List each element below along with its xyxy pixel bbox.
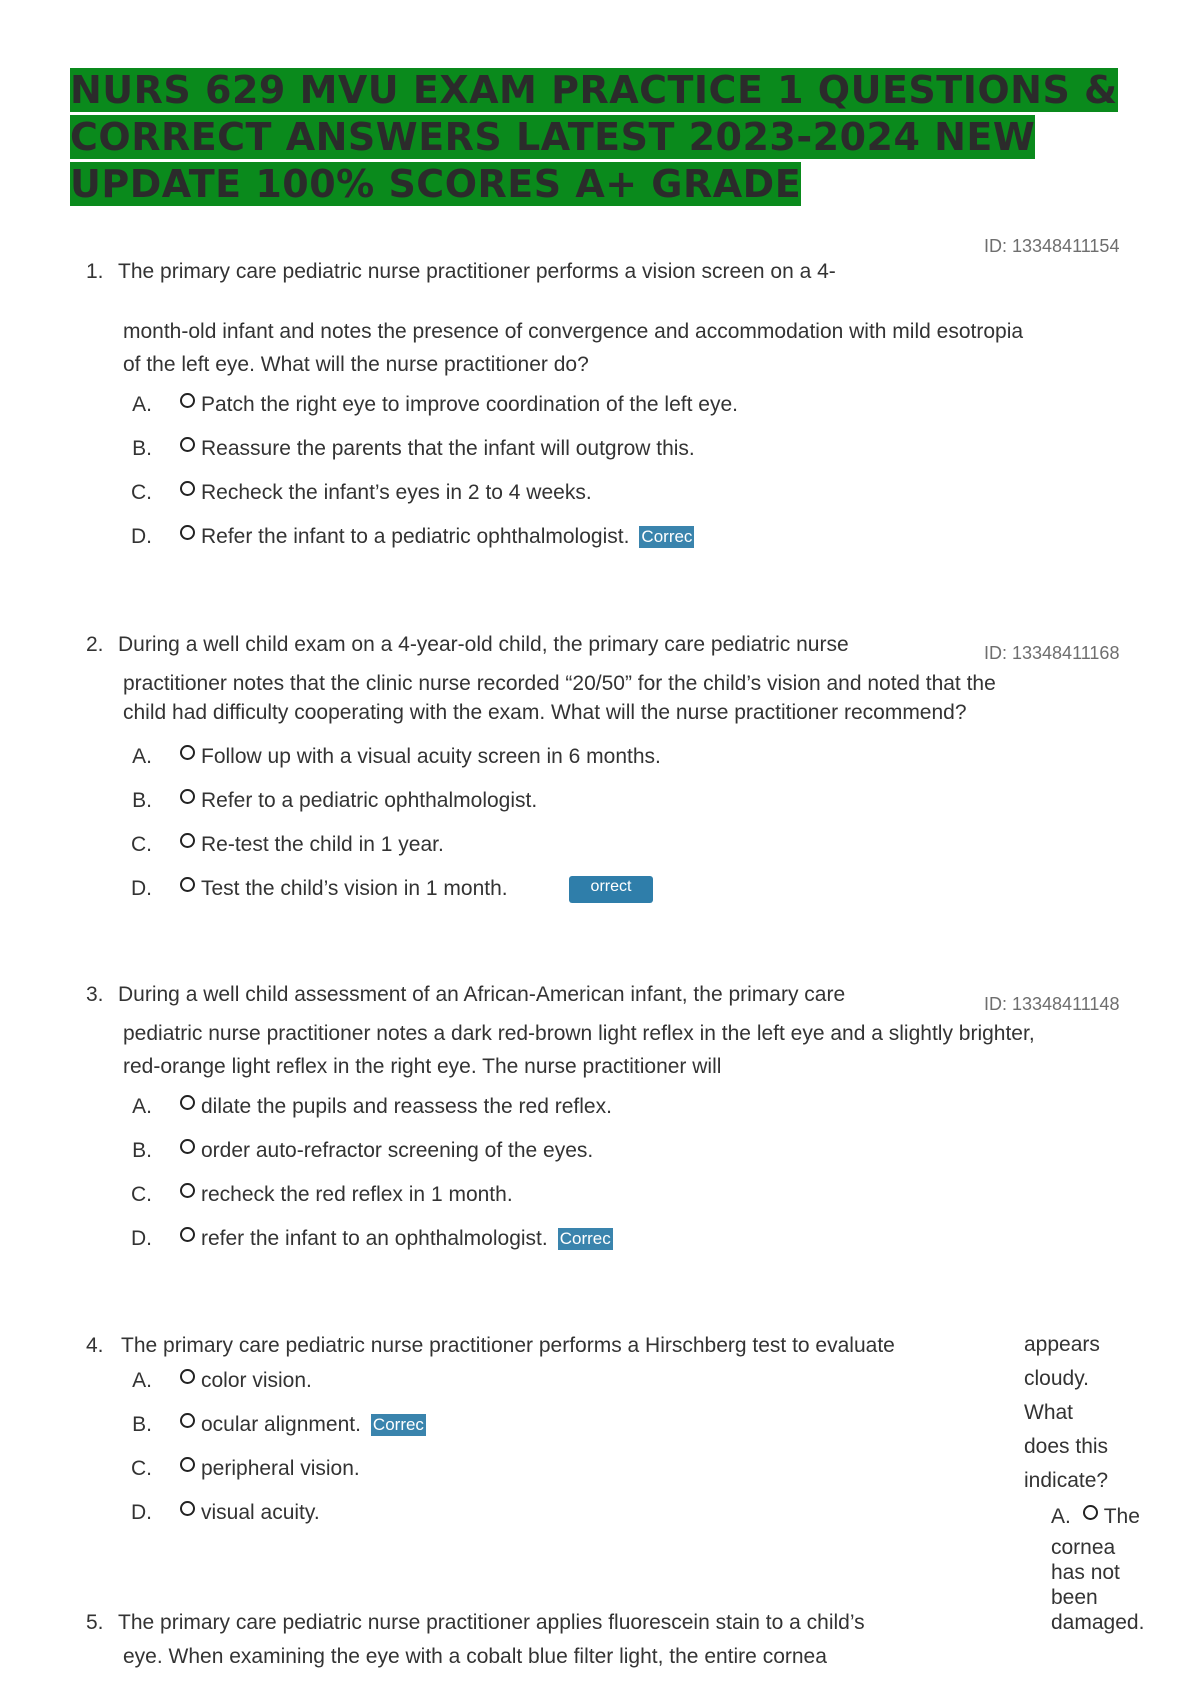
question-stem — [86, 983, 845, 1007]
option-letter: A. — [132, 1369, 152, 1392]
radio-circle-icon[interactable] — [180, 789, 195, 804]
question-id: ID: 13348411154 — [984, 236, 1120, 256]
answer-option[interactable] — [112, 437, 695, 461]
option-letter: D. — [131, 1501, 152, 1524]
answer-option[interactable] — [112, 1413, 426, 1437]
option-text: Patch the right eye to improve coordination of the left eye. — [201, 393, 738, 416]
radio-circle-icon[interactable] — [180, 1139, 195, 1154]
radio-circle-icon[interactable] — [180, 481, 195, 496]
answer-option[interactable] — [112, 877, 508, 901]
answer-option[interactable] — [112, 1501, 320, 1525]
correct-badge: Correc — [559, 1229, 611, 1248]
question-stem — [86, 260, 836, 284]
side-line: indicate? — [1024, 1469, 1109, 1492]
answer-option[interactable] — [112, 393, 738, 417]
question-number: 4. — [86, 1334, 104, 1357]
radio-circle-icon[interactable] — [180, 1227, 195, 1242]
answer-option[interactable] — [112, 1227, 613, 1251]
option-letter: C. — [131, 1457, 152, 1480]
radio-circle-icon[interactable] — [180, 877, 195, 892]
option-letter: C. — [131, 481, 152, 504]
correct-badge: Correc — [372, 1415, 424, 1434]
correct-badge-wrap — [569, 876, 653, 903]
side-line: cloudy. — [1024, 1367, 1089, 1390]
option-text: Refer to a pediatric ophthalmologist. — [201, 789, 538, 812]
side-answer-option[interactable] — [1051, 1505, 1140, 1529]
question-stem — [86, 1334, 895, 1358]
answer-option[interactable] — [112, 1095, 612, 1119]
radio-circle-icon[interactable] — [1083, 1505, 1098, 1520]
side-option-line: been — [1051, 1586, 1098, 1609]
option-text: Recheck the infant’s eyes in 2 to 4 weeks. — [201, 481, 592, 504]
radio-circle-icon[interactable] — [180, 1095, 195, 1110]
option-letter: A. — [132, 745, 152, 768]
question-first-line: The primary care pediatric nurse practitioner performs a vision screen on a 4- — [118, 260, 836, 283]
answer-option[interactable] — [112, 525, 694, 549]
question-id: ID: 13348411148 — [984, 994, 1120, 1014]
option-letter: B. — [132, 437, 152, 460]
side-option-continuation — [1051, 1535, 1144, 1635]
radio-circle-icon[interactable] — [180, 525, 195, 540]
side-option-line: cornea — [1051, 1536, 1116, 1559]
option-text: Reassure the parents that the infant will outgrow this. — [201, 437, 695, 460]
question-first-line: The primary care pediatric nurse practitioner applies fluorescein stain to a child’s — [118, 1611, 865, 1634]
option-letter: D. — [131, 877, 152, 900]
radio-circle-icon[interactable] — [180, 745, 195, 760]
option-text: order auto-refractor screening of the eyes. — [201, 1139, 594, 1162]
question-number: 5. — [86, 1611, 104, 1634]
question-continuation: red-orange light reflex in the right eye. The nurse practitioner will — [123, 1055, 722, 1078]
side-line: does this — [1024, 1435, 1109, 1458]
question-number: 2. — [86, 633, 104, 656]
question-id: ID: 13348411168 — [984, 643, 1120, 663]
option-letter: C. — [131, 1183, 152, 1206]
option-letter: D. — [131, 525, 152, 548]
question-number: 1. — [86, 260, 104, 283]
option-letter: A. — [132, 1095, 152, 1118]
question-first-line: During a well child exam on a 4-year-old child, the primary care pediatric nurse — [118, 633, 849, 656]
correct-badge: Correc — [641, 527, 693, 546]
option-letter: B. — [132, 1413, 152, 1436]
correct-badge: orrect — [569, 876, 653, 903]
answer-option[interactable] — [112, 745, 661, 769]
side-option-line: has not — [1051, 1561, 1120, 1584]
option-letter: B. — [132, 789, 152, 812]
radio-circle-icon[interactable] — [180, 1413, 195, 1428]
side-line: What — [1024, 1401, 1074, 1424]
side-option-line: The — [1103, 1505, 1140, 1528]
question-stem — [86, 633, 849, 657]
option-text: Follow up with a visual acuity screen in 6 months. — [201, 745, 661, 768]
option-letter: B. — [132, 1139, 152, 1162]
option-text: recheck the red reflex in 1 month. — [201, 1183, 513, 1206]
question-continuation: month-old infant and notes the presence of convergence and accommodation with mild esotropia — [123, 320, 1024, 343]
option-text: refer the infant to an ophthalmologist. — [201, 1227, 548, 1250]
option-text: dilate the pupils and reassess the red reflex. — [201, 1095, 612, 1118]
radio-circle-icon[interactable] — [180, 1501, 195, 1516]
option-letter: A. — [1051, 1505, 1071, 1528]
page-title: NURS 629 MVU EXAM PRACTICE 1 QUESTIONS & CORRECT ANSWERS LATEST 2023-2024 NEW UPDATE 100% SCORES A+ GRADE — [70, 68, 1118, 206]
option-text: ocular alignment. — [201, 1413, 361, 1436]
question-continuation: of the left eye. What will the nurse practitioner do? — [123, 353, 589, 376]
question-number: 3. — [86, 983, 104, 1006]
answer-option[interactable] — [112, 1139, 593, 1163]
option-text: Re-test the child in 1 year. — [201, 833, 444, 856]
option-letter: C. — [131, 833, 152, 856]
side-option-line: damaged. — [1051, 1611, 1145, 1634]
answer-option[interactable] — [112, 833, 444, 857]
option-text: color vision. — [201, 1369, 312, 1392]
question-first-line: During a well child assessment of an African-American infant, the primary care — [118, 983, 846, 1006]
answer-option[interactable] — [112, 789, 537, 813]
answer-option[interactable] — [112, 1183, 513, 1207]
side-line: appears — [1024, 1333, 1100, 1356]
question-first-line: The primary care pediatric nurse practitioner performs a Hirschberg test to evaluate — [121, 1334, 895, 1357]
question-continuation: child had difficulty cooperating with the exam. What will the nurse practitioner recommend? — [123, 701, 967, 724]
question-continuation: pediatric nurse practitioner notes a dark red-brown light reflex in the left eye and a slightly brighter, — [123, 1022, 1035, 1045]
answer-option[interactable] — [112, 1457, 360, 1481]
question-continuation: practitioner notes that the clinic nurse recorded “20/50” for the child’s vision and noted that the — [123, 672, 996, 695]
answer-option[interactable] — [112, 481, 592, 505]
radio-circle-icon[interactable] — [180, 1183, 195, 1198]
option-letter: A. — [132, 393, 152, 416]
question-continuation: eye. When examining the eye with a cobalt blue filter light, the entire cornea — [123, 1645, 827, 1668]
option-text: peripheral vision. — [201, 1457, 360, 1480]
side-column-text — [1024, 1328, 1108, 1498]
radio-circle-icon[interactable] — [180, 393, 195, 408]
question-stem — [86, 1611, 865, 1635]
radio-circle-icon[interactable] — [180, 437, 195, 452]
radio-circle-icon[interactable] — [180, 833, 195, 848]
answer-option[interactable] — [112, 1369, 312, 1393]
option-text: Test the child’s vision in 1 month. — [201, 877, 508, 900]
radio-circle-icon[interactable] — [180, 1369, 195, 1384]
option-text: visual acuity. — [201, 1501, 320, 1524]
option-letter: D. — [131, 1227, 152, 1250]
radio-circle-icon[interactable] — [180, 1457, 195, 1472]
option-text: Refer the infant to a pediatric ophthalmologist. — [201, 525, 630, 548]
